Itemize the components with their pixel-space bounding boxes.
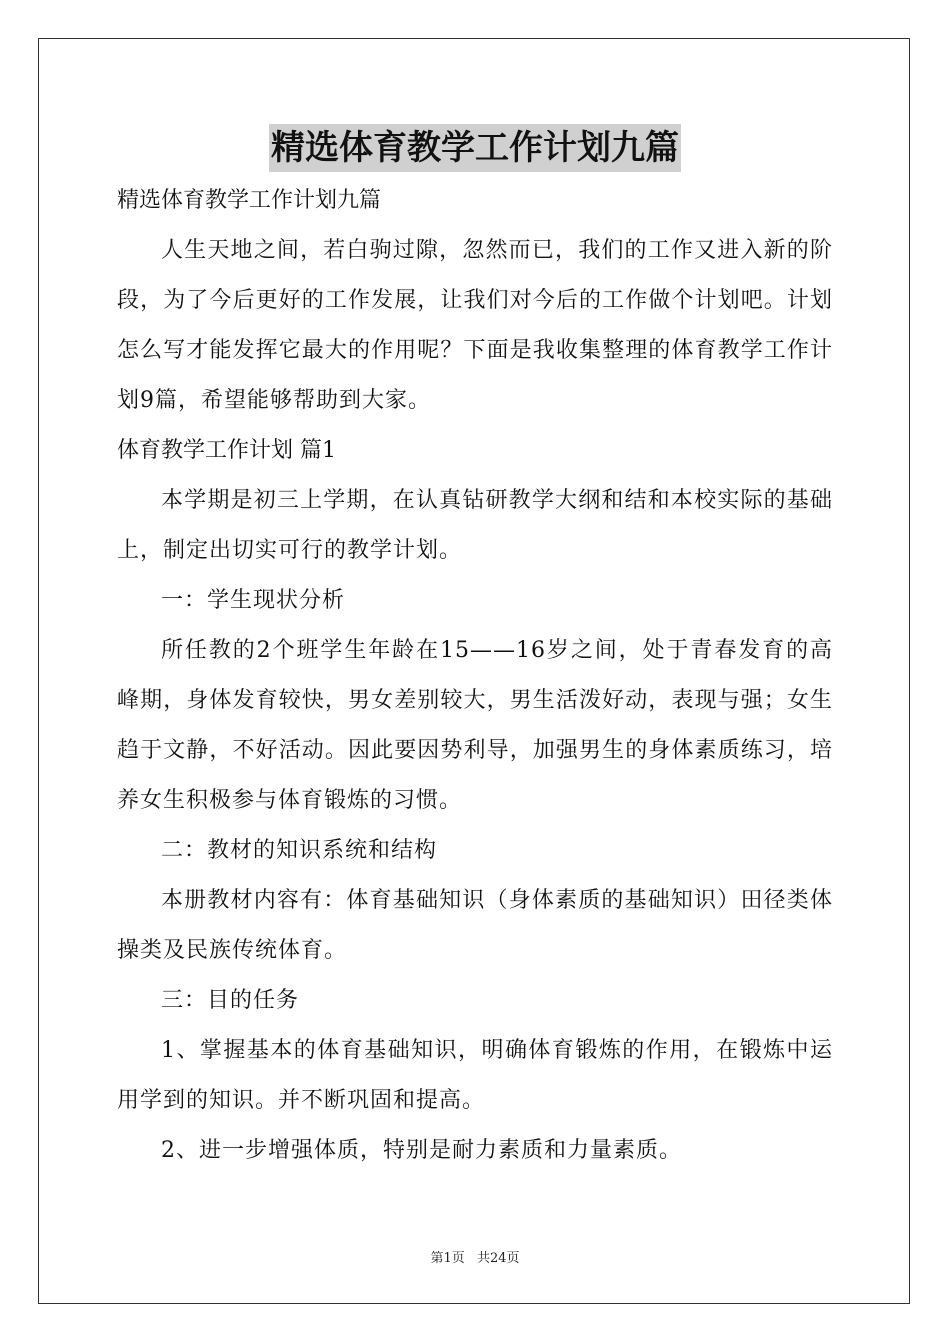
paragraph-2: 所任教的2个班学生年龄在15——16岁之间，处于青春发育的高峰期，身体发育较快，男女差别较大，男生活泼好动，表现与强；女生趋于文静，不好活动。因此要因势利导，加强男生的身体素质练习，培养女生积极参与体育锻炼的习惯。 — [117, 638, 833, 813]
intro-paragraph: 人生天地之间，若白驹过隙，忽然而已，我们的工作又进入新的阶段，为了今后更好的工作发展，让我们对今后的工作做个计划吧。计划怎么写才能发挥它最大的作用呢？下面是我收集整理的体育教学工作计划9篇，希望能够帮助到大家。 — [117, 238, 833, 413]
paragraph-3: 本册教材内容有：体育基础知识（身体素质的基础知识）田径类体操类及民族传统体育。 — [117, 888, 833, 963]
section-heading: 体育教学工作计划 篇1 — [117, 438, 336, 463]
page-total: 共24页 — [476, 1251, 520, 1266]
document-body — [117, 176, 833, 1176]
title-container — [0, 124, 950, 172]
heading-objectives: 三：目的任务 — [161, 988, 300, 1013]
page-footer — [0, 1247, 950, 1266]
heading-student-analysis: 一：学生现状分析 — [161, 588, 346, 613]
paragraph-1: 本学期是初三上学期，在认真钻研教学大纲和结和本校实际的基础上，制定出切实可行的教学计划。 — [117, 488, 833, 563]
paragraph-5: 2、进一步增强体质，特别是耐力素质和力量素质。 — [161, 1138, 682, 1163]
document-title: 精选体育教学工作计划九篇 — [269, 124, 681, 172]
heading-textbook-structure: 二：教材的知识系统和结构 — [161, 838, 438, 863]
page-number: 第1页 — [430, 1251, 465, 1266]
document-subtitle: 精选体育教学工作计划九篇 — [117, 188, 382, 213]
paragraph-4: 1、掌握基本的体育基础知识，明确体育锻炼的作用，在锻炼中运用学到的知识。并不断巩固和提高。 — [117, 1038, 833, 1113]
